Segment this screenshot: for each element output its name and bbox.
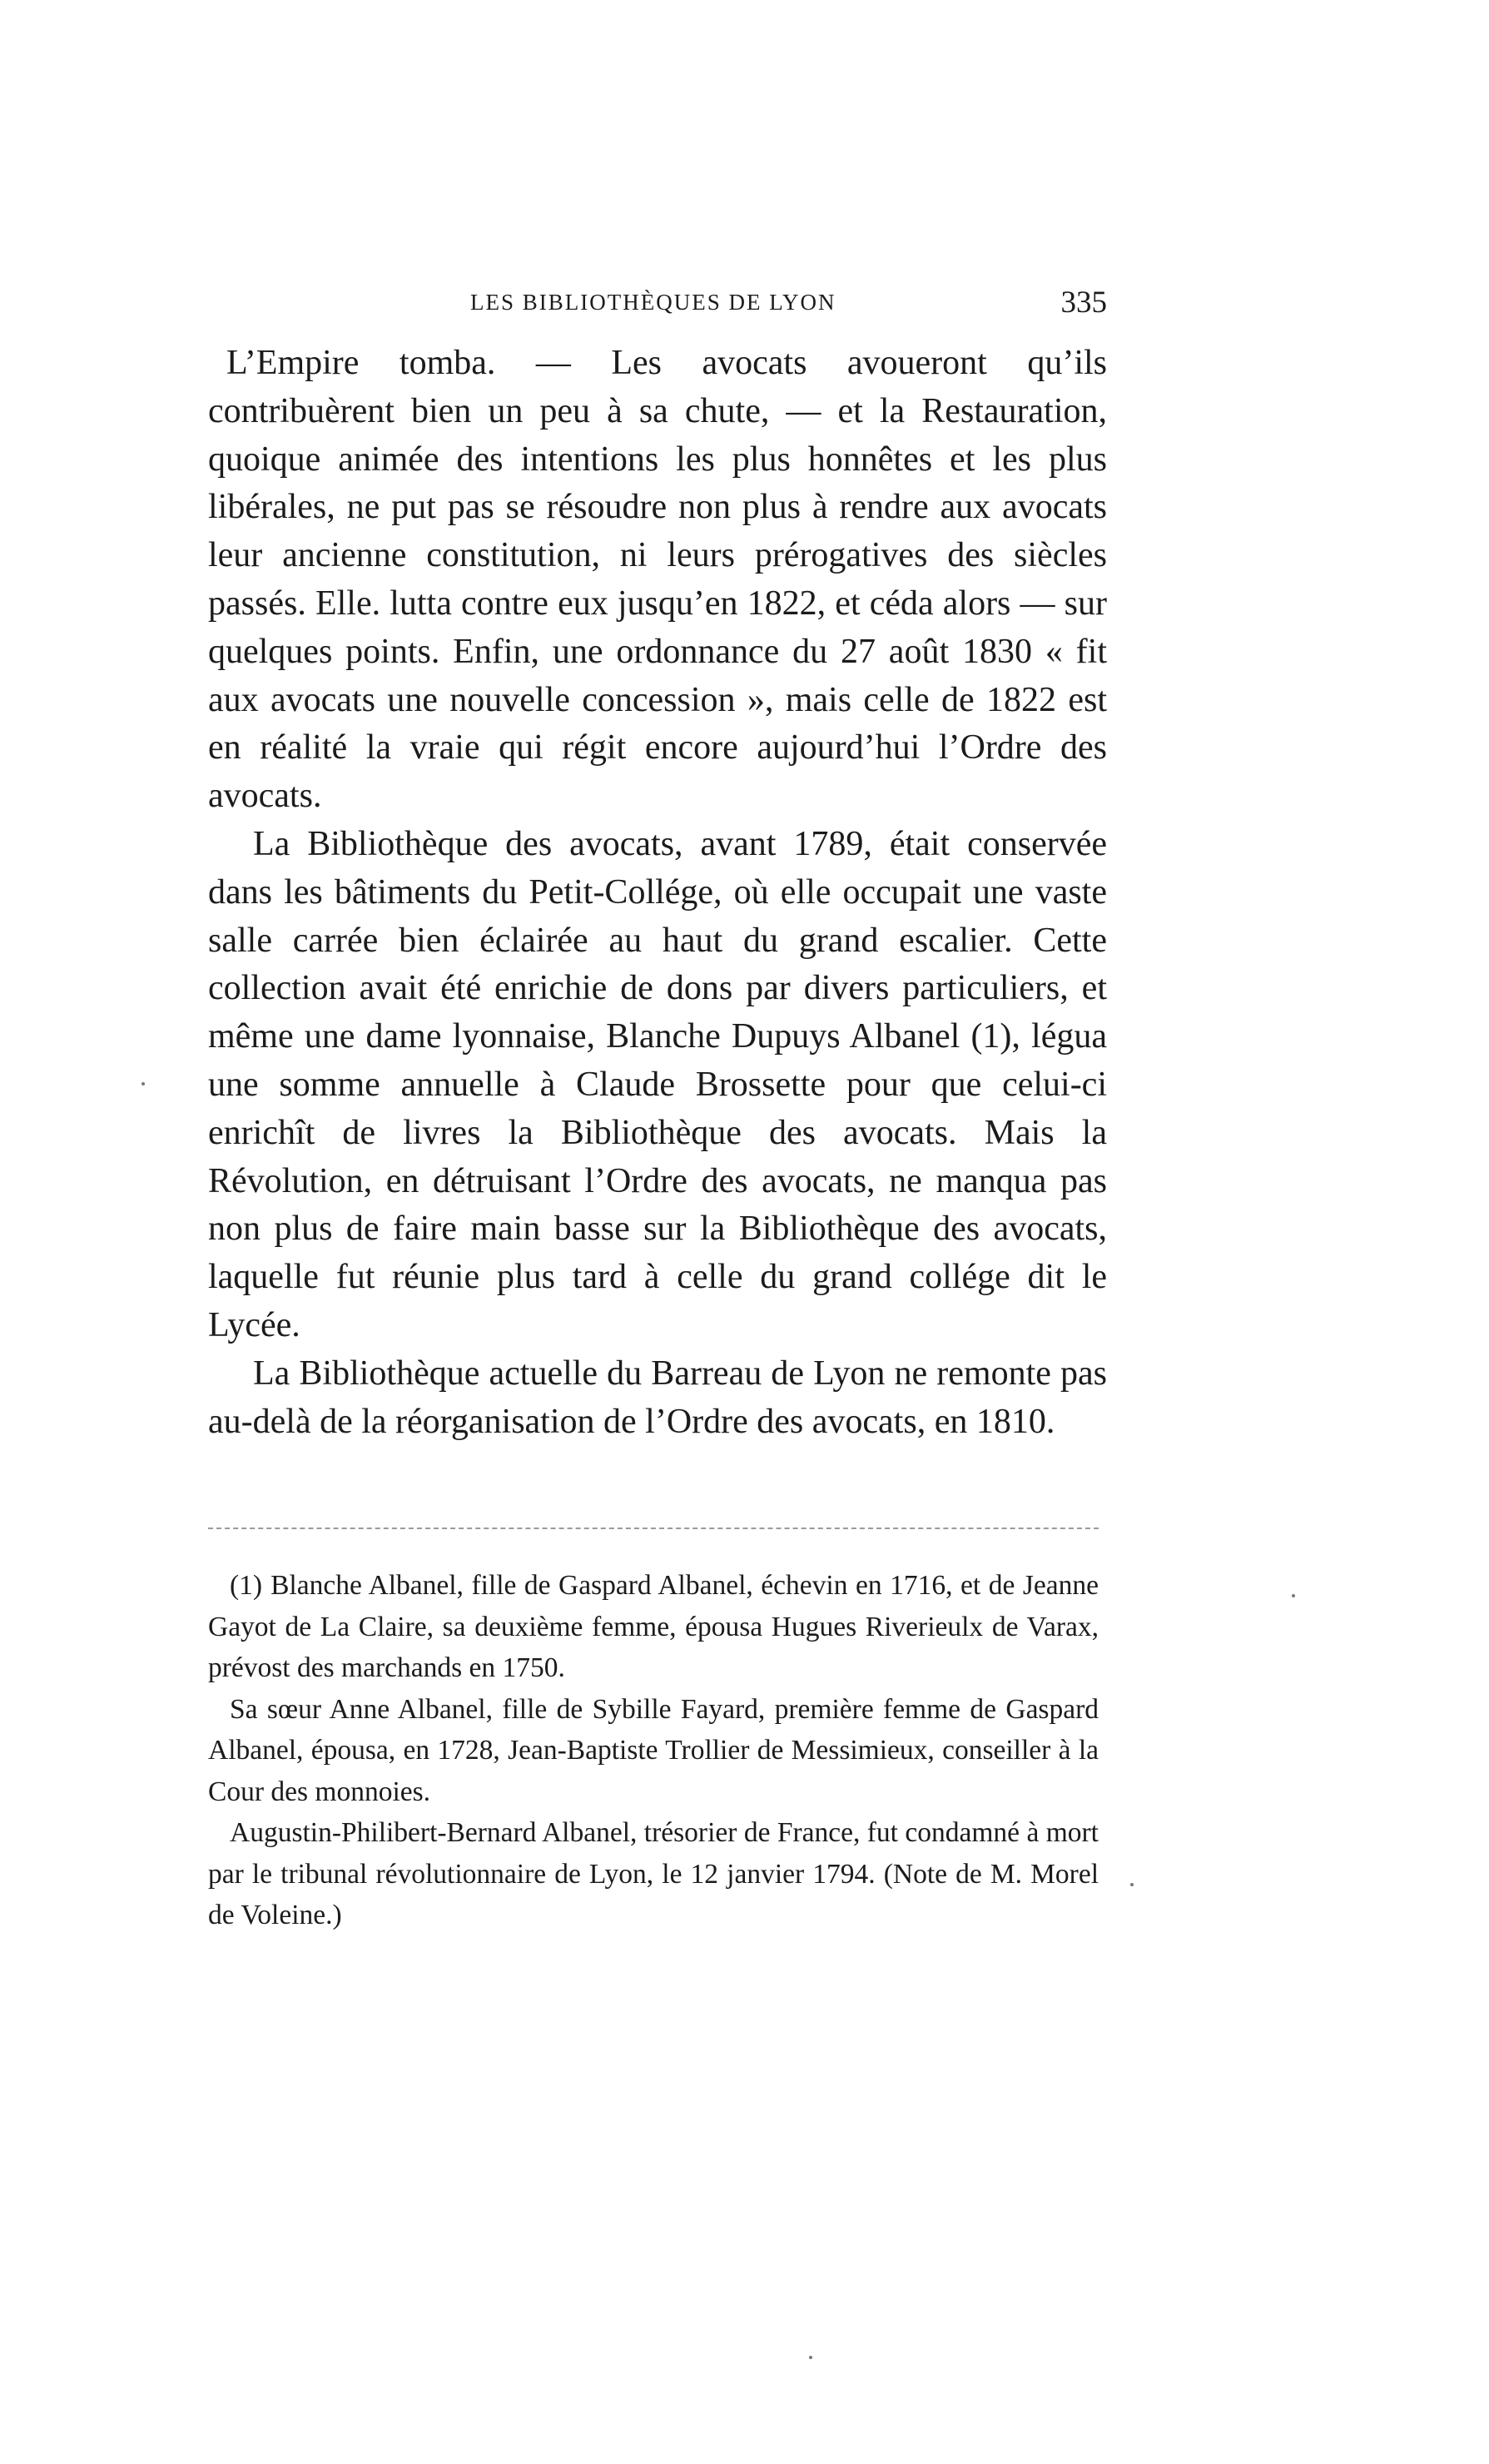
scan-speck [1130, 1883, 1134, 1886]
footnote-separator [208, 1528, 1099, 1529]
footnote-paragraph: Sa sœur Anne Albanel, fille de Sybille Fayard, première femme de Gaspard Albanel, épousa, en 1728, Jean-Baptiste Trollier de Messimieux, conseiller à la Cour des monnoies. [208, 1693, 1099, 1807]
paragraph-bibliotheque-avocats: La Bibliothèque des avocats, avant 1789, était conservée dans les bâtiments du Petit-Collége, où elle occupait une vaste salle carrée bien éclairée au haut du grand escalier. Cette collection avait été enrichie de dons par divers particuliers, et même une dame lyonnaise, Blanche Dupuys Albanel (1), légua une somme annuelle à Claude Brossette pour que celui-ci enrichît de livres la Bibliothèque des avocats. Mais la Révolution, en détruisant l’Ordre des avocats, ne manqua pas non plus de faire main basse sur la Bibliothèque des avocats, laquelle fut réunie plus tard à celle du grand collége dit le Lycée. [208, 824, 1107, 1344]
footnotes [208, 1565, 1099, 1936]
running-head [208, 286, 1107, 331]
running-title: LES BIBLIOTHÈQUES DE LYON [470, 290, 836, 315]
scan-speck [1292, 1594, 1295, 1597]
footnote-paragraph: Augustin-Philibert-Bernard Albanel, trésorier de France, fut condamné à mort par le tribunal révolutionnaire de Lyon, le 12 janvier 1794. (Note de M. Morel de Voleine.) [208, 1817, 1099, 1930]
main-text [208, 340, 1107, 1446]
paragraph-bibliotheque-actuelle: La Bibliothèque actuelle du Barreau de Lyon ne remonte pas au-delà de la réorganisation de l’Ordre des avocats, en 1810. [208, 1354, 1107, 1441]
footnote-paragraph [208, 1565, 1099, 1689]
footnote-text: Blanche Albanel, fille de Gaspard Albanel, échevin en 1716, et de Jeanne Gayot de La Claire, sa deuxième femme, épousa Hugues Riverieulx de Varax, prévost des marchands en 1750. [208, 1570, 1099, 1683]
scan-speck [809, 2356, 812, 2359]
paragraph-empire: L’Empire tomba. — Les avocats avoueront qu’ils contribuèrent bien un peu à sa chute, — et la Restauration, quoique animée des intentions les plus honnêtes et les plus libérales, ne put pas se résoudre non plus à rendre aux avocats leur ancienne constitution, ni leurs prérogatives des siècles passés. Elle. lutta contre eux jusqu’en 1822, et céda alors — sur quelques points. Enfin, une ordonnance du 27 août 1830 « fit aux avocats une nouvelle concession », mais celle de 1822 est en réalité la vraie qui régit encore aujourd’hui l’Ordre des avocats. [208, 344, 1107, 816]
page-number: 335 [1060, 286, 1107, 320]
footnote-marker: (1) [230, 1570, 263, 1601]
scan-speck [141, 1082, 145, 1085]
